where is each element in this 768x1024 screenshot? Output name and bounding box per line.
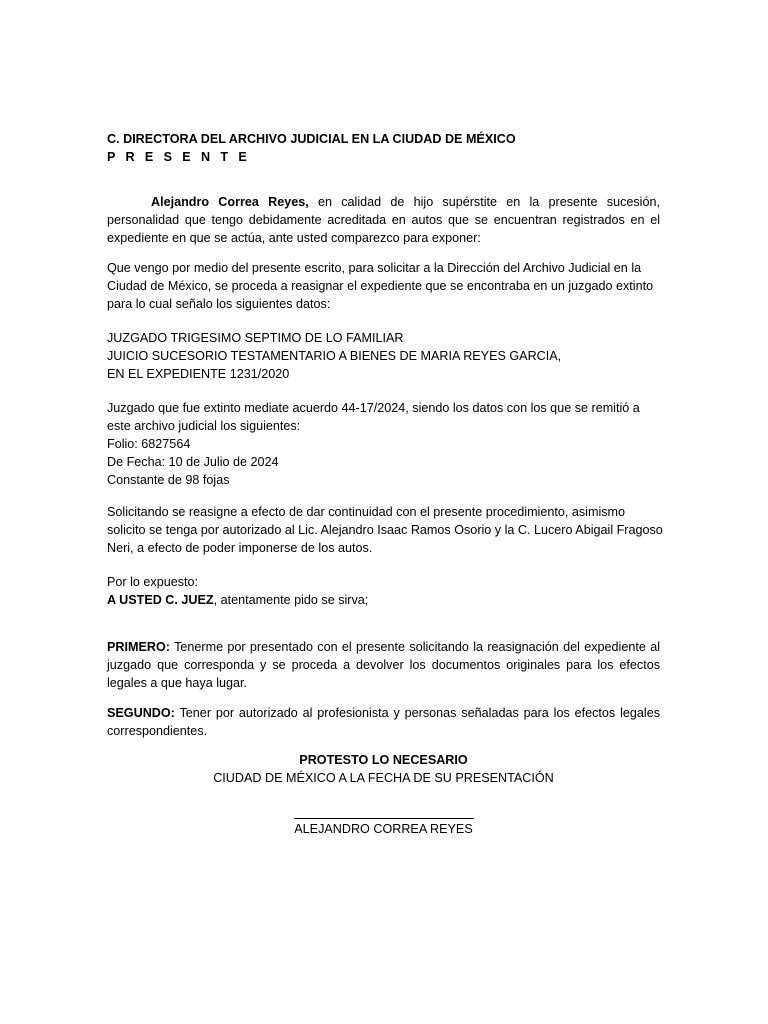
second-point-label: SEGUNDO:: [107, 706, 175, 720]
archive-line: este archivo judicial los siguientes:: [107, 419, 301, 433]
pages-line: Constante de 98 fojas: [107, 473, 230, 487]
request-line: para lo cual señalo los siguientes datos:: [107, 297, 331, 311]
signer-block: [107, 820, 660, 838]
petitioner-name: Alejandro Correa Reyes,: [151, 195, 309, 209]
case-details: [107, 329, 660, 383]
intro-text: en calidad de hijo supérstite en la presente sucesión, personalidad que tengo debidamente acreditada en autos que se encuentran registrados en el expediente en que se actúa, ante usted comparezco para exponer:: [107, 195, 660, 245]
signer-name: ALEJANDRO CORREA REYES: [294, 822, 473, 836]
presente-line: P R E S E N T E: [107, 150, 251, 164]
closing-paragraph: [107, 573, 660, 609]
continuity-paragraph: [107, 503, 663, 557]
continuity-line: Neri, a efecto de poder imponerse de los autos.: [107, 541, 373, 555]
closing-judge-line: [107, 591, 660, 609]
request-line: Que vengo por medio del presente escrito, para solicitar a la Dirección del Archivo Judicial en la: [107, 261, 642, 275]
request-paragraph: [107, 259, 660, 313]
second-point-text: Tener por autorizado al profesionista y personas señaladas para los efectos legales correspondientes.: [107, 706, 660, 738]
judge-address: A USTED C. JUEZ: [107, 593, 214, 607]
court-line: JUZGADO TRIGESIMO SEPTIMO DE LO FAMILIAR: [107, 331, 404, 345]
place-date-line: CIUDAD DE MÉXICO A LA FECHA DE SU PRESENTACIÓN: [213, 771, 554, 785]
first-point: [107, 638, 660, 692]
request-line: Ciudad de México, se proceda a reasignar el expediente que se encontraba en un juzgado extinto: [107, 279, 654, 293]
protesto-line: PROTESTO LO NECESARIO: [299, 753, 468, 767]
signature-block: [107, 751, 660, 787]
addressee-line: C. DIRECTORA DEL ARCHIVO JUDICIAL EN LA CIUDAD DE MÉXICO: [107, 132, 516, 146]
trial-line: JUICIO SUCESORIO TESTAMENTARIO A BIENES DE MARIA REYES GARCIA,: [107, 349, 562, 363]
archive-line: Juzgado que fue extinto mediate acuerdo 44-17/2024, siendo los datos con los que se remitió a: [107, 401, 640, 415]
continuity-line: Solicitando se reasigne a efecto de dar continuidad con el presente procedimiento, asimismo: [107, 505, 626, 519]
folio-line: Folio: 6827564: [107, 437, 191, 451]
judge-request: , atentamente pido se sirva;: [213, 593, 369, 607]
archive-details: [107, 399, 660, 489]
continuity-line: solicito se tenga por autorizado al Lic. Alejandro Isaac Ramos Osorio y la C. Lucero Abigail Fragoso: [107, 523, 663, 537]
signature-line: [294, 818, 474, 819]
addressee-heading: [107, 130, 660, 166]
date-line: De Fecha: 10 de Julio de 2024: [107, 455, 279, 469]
intro-paragraph: [107, 193, 660, 247]
file-number-line: EN EL EXPEDIENTE 1231/2020: [107, 367, 290, 381]
second-point: [107, 704, 660, 740]
first-point-text: Tenerme por presentado con el presente solicitando la reasignación del expediente al juzgado que corresponda y se proceda a devolver los documentos originales para los efectos legales a que haya lugar.: [107, 640, 660, 690]
closing-intro: Por lo expuesto:: [107, 575, 199, 589]
first-point-label: PRIMERO:: [107, 640, 170, 654]
